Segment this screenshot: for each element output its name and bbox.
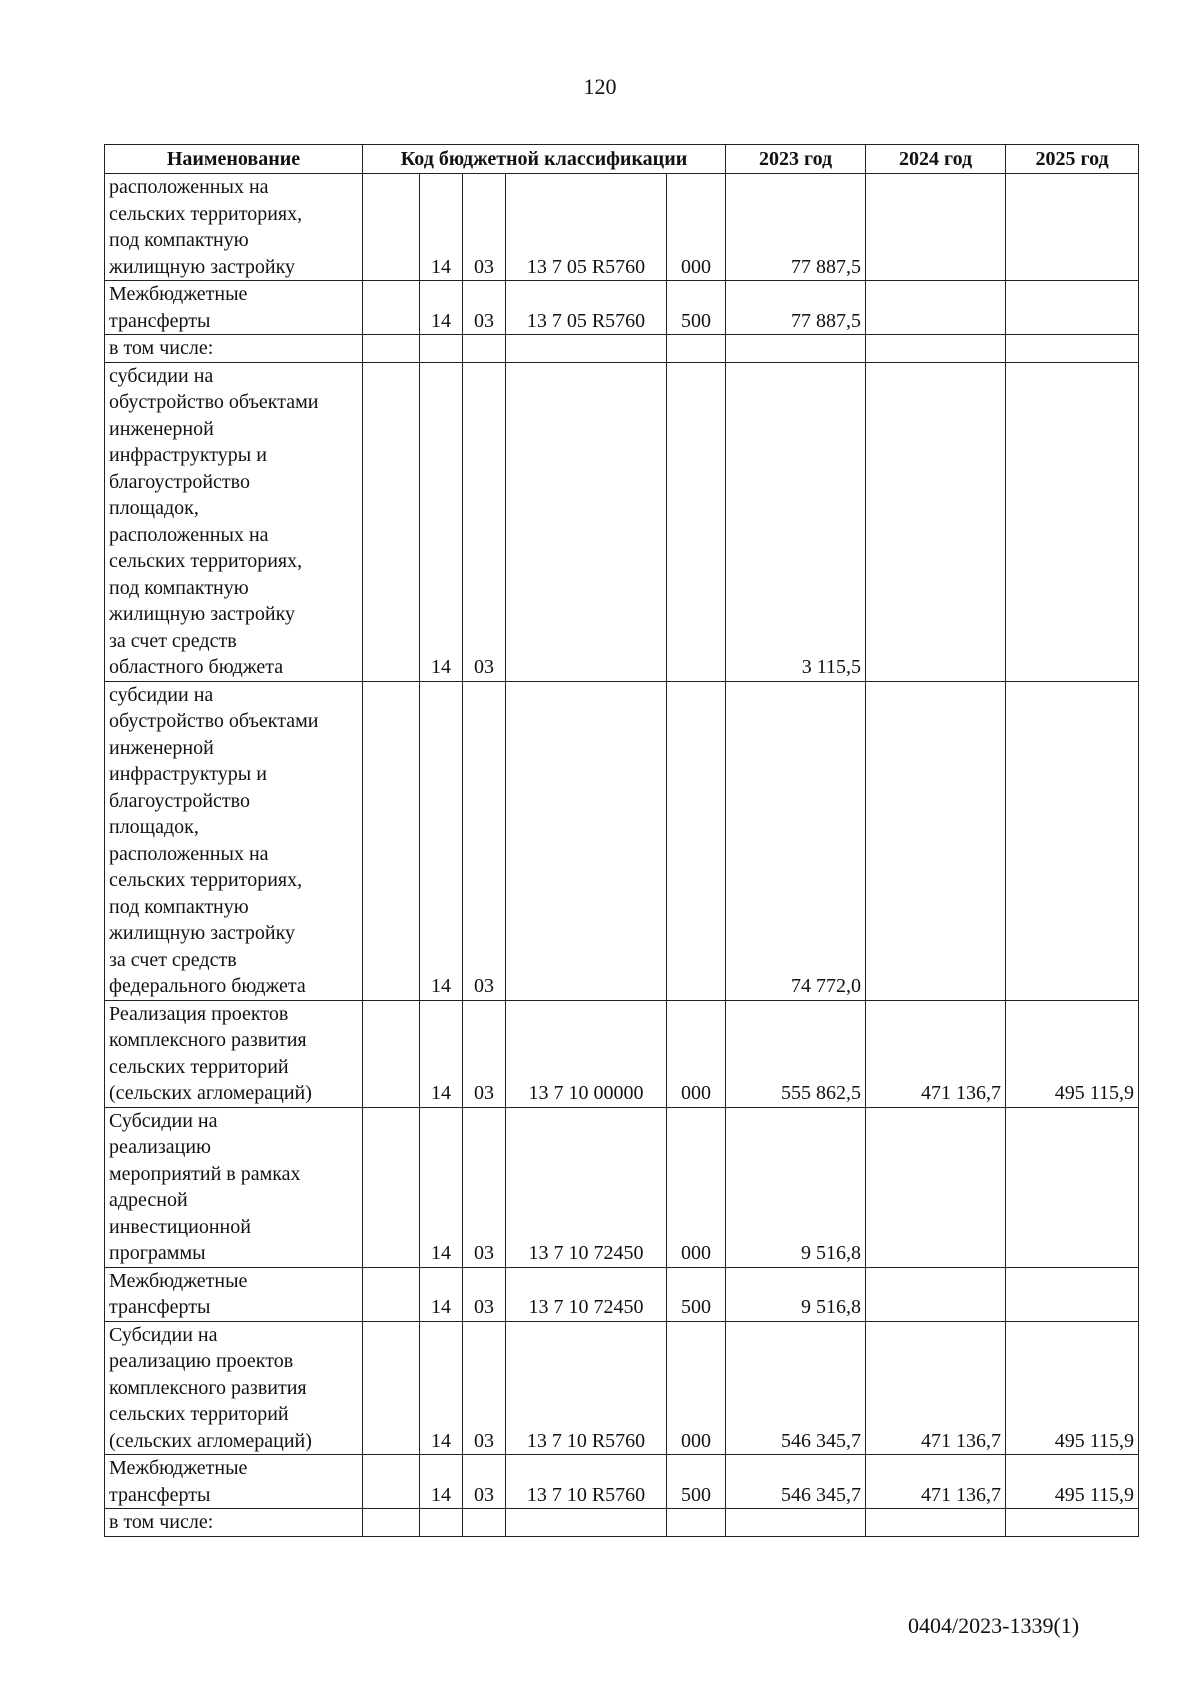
row-value-2024	[866, 335, 1006, 363]
row-expense-type: 000	[667, 1000, 726, 1107]
row-subsection: 03	[463, 1455, 506, 1509]
row-value-2025: 495 115,9	[1006, 1321, 1139, 1455]
row-blank	[363, 281, 420, 335]
row-value-2023: 74 772,0	[726, 681, 866, 1000]
row-value-2024	[866, 1107, 1006, 1267]
table-row	[105, 1000, 1139, 1107]
row-name: в том числе:	[105, 335, 363, 363]
row-value-2024	[866, 1267, 1006, 1321]
row-name: Реализация проектов комплексного развития сельских территорий (сельских агломераций)	[105, 1000, 363, 1107]
row-name: расположенных на сельских территориях, под компактную жилищную застройку	[105, 174, 363, 281]
row-subsection: 03	[463, 1107, 506, 1267]
row-value-2025	[1006, 1267, 1139, 1321]
row-expense-type	[667, 681, 726, 1000]
row-name: Межбюджетные трансферты	[105, 281, 363, 335]
row-blank	[363, 1321, 420, 1455]
row-target-code: 13 7 10 72450	[506, 1267, 667, 1321]
row-target-code	[506, 335, 667, 363]
row-blank	[363, 1455, 420, 1509]
row-value-2023: 555 862,5	[726, 1000, 866, 1107]
row-section	[420, 1509, 463, 1537]
row-name: Межбюджетные трансферты	[105, 1455, 363, 1509]
table-row	[105, 335, 1139, 363]
row-name: в том числе:	[105, 1509, 363, 1537]
table-body	[105, 174, 1139, 1537]
row-blank	[363, 335, 420, 363]
row-value-2023: 3 115,5	[726, 362, 866, 681]
header-2025: 2025 год	[1006, 145, 1139, 174]
row-value-2024	[866, 1509, 1006, 1537]
row-value-2024: 471 136,7	[866, 1455, 1006, 1509]
header-2024: 2024 год	[866, 145, 1006, 174]
budget-table	[104, 144, 1139, 1537]
row-expense-type: 500	[667, 1267, 726, 1321]
row-value-2025: 495 115,9	[1006, 1455, 1139, 1509]
row-section: 14	[420, 1107, 463, 1267]
row-expense-type	[667, 362, 726, 681]
row-value-2023	[726, 1509, 866, 1537]
row-blank	[363, 174, 420, 281]
row-section: 14	[420, 681, 463, 1000]
row-section: 14	[420, 362, 463, 681]
row-value-2025: 495 115,9	[1006, 1000, 1139, 1107]
row-value-2025	[1006, 174, 1139, 281]
header-name: Наименование	[105, 145, 363, 174]
row-subsection: 03	[463, 1321, 506, 1455]
row-expense-type: 500	[667, 1455, 726, 1509]
row-value-2024	[866, 174, 1006, 281]
row-blank	[363, 1107, 420, 1267]
row-value-2023: 9 516,8	[726, 1107, 866, 1267]
row-subsection	[463, 1509, 506, 1537]
table-row	[105, 362, 1139, 681]
row-value-2024: 471 136,7	[866, 1000, 1006, 1107]
row-section: 14	[420, 1000, 463, 1107]
row-expense-type: 500	[667, 281, 726, 335]
row-section: 14	[420, 1267, 463, 1321]
row-target-code	[506, 1509, 667, 1537]
table-row	[105, 1107, 1139, 1267]
table-row	[105, 174, 1139, 281]
row-value-2023: 546 345,7	[726, 1455, 866, 1509]
row-section: 14	[420, 1455, 463, 1509]
row-subsection: 03	[463, 681, 506, 1000]
table-row	[105, 1455, 1139, 1509]
row-value-2023: 9 516,8	[726, 1267, 866, 1321]
row-value-2025	[1006, 281, 1139, 335]
document-code: 0404/2023-1339(1)	[908, 1613, 1080, 1638]
table-row	[105, 1509, 1139, 1537]
row-expense-type: 000	[667, 1107, 726, 1267]
row-blank	[363, 1267, 420, 1321]
row-target-code: 13 7 10 R5760	[506, 1455, 667, 1509]
row-value-2024: 471 136,7	[866, 1321, 1006, 1455]
row-subsection: 03	[463, 174, 506, 281]
table-row	[105, 281, 1139, 335]
row-name: субсидии на обустройство объектами инженерной инфраструктуры и благоустройство площадок, расположенных на сельских территориях, под компактную жилищную застройку за счет средств областного бюджета	[105, 362, 363, 681]
table-header-row	[105, 145, 1139, 174]
row-target-code: 13 7 10 72450	[506, 1107, 667, 1267]
row-name: Межбюджетные трансферты	[105, 1267, 363, 1321]
header-2023: 2023 год	[726, 145, 866, 174]
row-expense-type	[667, 1509, 726, 1537]
table-row	[105, 1267, 1139, 1321]
row-section: 14	[420, 1321, 463, 1455]
row-blank	[363, 362, 420, 681]
row-value-2025	[1006, 1509, 1139, 1537]
row-target-code: 13 7 05 R5760	[506, 281, 667, 335]
row-target-code: 13 7 10 00000	[506, 1000, 667, 1107]
row-value-2024	[866, 281, 1006, 335]
row-value-2024	[866, 362, 1006, 681]
row-value-2023: 77 887,5	[726, 174, 866, 281]
row-value-2025	[1006, 1107, 1139, 1267]
row-subsection: 03	[463, 281, 506, 335]
row-value-2025	[1006, 362, 1139, 681]
row-value-2023	[726, 335, 866, 363]
table-row	[105, 1321, 1139, 1455]
row-expense-type: 000	[667, 174, 726, 281]
row-value-2024	[866, 681, 1006, 1000]
page-number: 120	[583, 74, 617, 99]
row-value-2023: 77 887,5	[726, 281, 866, 335]
row-value-2023: 546 345,7	[726, 1321, 866, 1455]
row-subsection: 03	[463, 362, 506, 681]
row-target-code	[506, 362, 667, 681]
row-name: Субсидии на реализацию проектов комплексного развития сельских территорий (сельских агломераций)	[105, 1321, 363, 1455]
row-expense-type: 000	[667, 1321, 726, 1455]
row-expense-type	[667, 335, 726, 363]
row-section	[420, 335, 463, 363]
row-value-2025	[1006, 681, 1139, 1000]
row-subsection: 03	[463, 1267, 506, 1321]
row-value-2025	[1006, 335, 1139, 363]
row-blank	[363, 681, 420, 1000]
row-subsection: 03	[463, 1000, 506, 1107]
header-code: Код бюджетной классификации	[363, 145, 726, 174]
row-blank	[363, 1509, 420, 1537]
row-section: 14	[420, 174, 463, 281]
row-section: 14	[420, 281, 463, 335]
row-target-code	[506, 681, 667, 1000]
row-blank	[363, 1000, 420, 1107]
row-subsection	[463, 335, 506, 363]
row-target-code: 13 7 05 R5760	[506, 174, 667, 281]
row-name: Субсидии на реализацию мероприятий в рамках адресной инвестиционной программы	[105, 1107, 363, 1267]
row-target-code: 13 7 10 R5760	[506, 1321, 667, 1455]
table-row	[105, 681, 1139, 1000]
row-name: субсидии на обустройство объектами инженерной инфраструктуры и благоустройство площадок, расположенных на сельских территориях, под компактную жилищную застройку за счет средств федерального бюджета	[105, 681, 363, 1000]
